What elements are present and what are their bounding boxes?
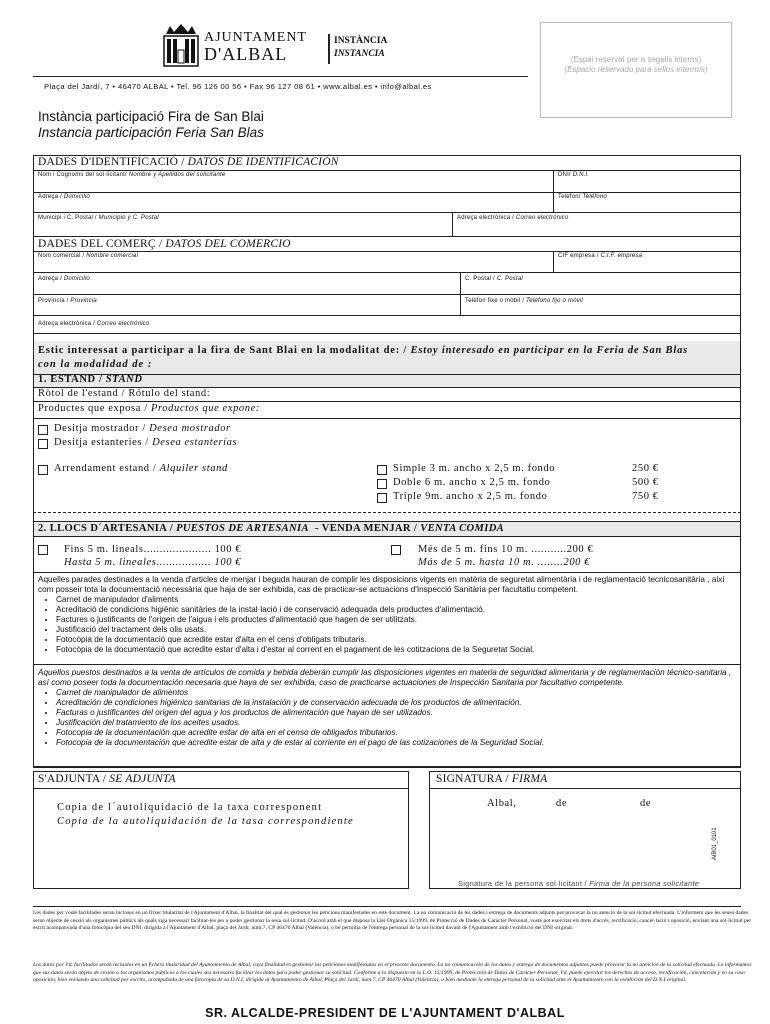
field-address[interactable]: Adreça / Domicilio — [38, 194, 90, 200]
field-email[interactable]: Adreça electrònica / Correo electrónico — [457, 215, 569, 221]
food-requirements-es — [38, 668, 738, 748]
org-name-line2: D'ALBAL — [204, 44, 288, 64]
mostrador-checkbox[interactable] — [38, 425, 48, 435]
field-postal-code[interactable]: C. Postal / C. Postal — [465, 276, 523, 282]
stand-rotul[interactable]: Ròtol de l'estand / Rótulo del stand: — [38, 388, 211, 399]
food-requirements-ca — [38, 575, 738, 655]
title-es: Instancia participación Feria San Blas — [38, 125, 264, 140]
estanteries-checkbox[interactable] — [38, 439, 48, 449]
header-divider — [328, 34, 330, 64]
requirement-item: • Justificación del tratamiento de los aceites usados. — [56, 718, 738, 728]
field-province[interactable]: Província / Provincia — [38, 298, 97, 304]
doc-type-es: INSTANCIA — [334, 49, 385, 59]
crafts-title: 2. LLOCS D´ARTESANIA / PUESTOS DE ARTESANIA - VENDA MENJAR / VENTA COMIDA — [38, 523, 505, 534]
legal-text-es: Los datos por Vd. facilitados serán incluidos en un fichero titularidad del Ayuntamiento de Albal, cuya finalidad es gestionar las peticiones manifestadas en el presente documento. La no comunicación de los datos y entrega de documentos adjuntos puede provocar la no atención de la solicitud efectuada. Le informamos que sus datos serán objeto de cesión a los organismos públicos a los cuales sea necesario facilitar los datos para poder gestionar su solicitud. Conforme a lo dispuesto en la L.O. 15/1999, de Protección de Datos de Carácter Personal, Vd. puede ejercitar los derechos de acceso, rectificación, cancelación y en su caso oposición, bien enviando una solicitud por escrito, acompañada de una fotocopia de su D.N.I, dirigida al Ayuntamiento de Albal, Plaça del Jardí, núm.7, CP 46470 Albal (Valencia), o bien mediante la entrega personal de la solicitud ante el Ayuntamiento con la exhibición del D.N.I original. — [33, 962, 752, 983]
field-commerce-email[interactable]: Adreça electrònica / Correo electrónico — [38, 321, 150, 327]
food-list-ca — [38, 595, 738, 655]
attached-line-ca: Copia de l´autoliquidació de la taxa corresponent — [57, 802, 323, 813]
stamp-label-es: (Espacio reservado para sellos internos) — [564, 65, 708, 74]
requirement-item: • Carnet de manipulador de alimentos — [56, 688, 738, 698]
crafts-small-ca: Fins 5 m. lineals..................... 100 € — [64, 544, 242, 555]
legal-text-ca: Les dades per vosté facilitades seran incloses en un fitxer titularitat de l'Ajuntament d'Albal, la finalitat del qual és gestionar les peticions manifestades en este document. La no comunicació de les dades i entrega de documents adjunts pot provocar la no atenció de la sol·licitud efectuada. L'informem que les seues dades seran objecte de cessió als organismes públics als quals siga necessari facilitar-les per a poder gestionar la seua sol·licitud. D'acord amb el que disposa la Llei Orgànica 15/1999, de Protecció de Dades de Caràcter Personal, vosté pot exercitar els drets d'accés, rectificació, cancel·lació i oposició, enviant una sol·licitud per escrit acompanyada d'una fotocòpia del seu DNI, dirigida a l'Ajuntament d'Albal, plaça del Jardí, núm.7, CP 46470 Albal (València), o bé permitja de l'entrega personal de la sol·licitud davant de l'Ajuntament amb l'exhibició del DNI original. — [33, 910, 752, 931]
doc-type-ca: INSTÀNCIA — [334, 36, 388, 46]
requirement-item: • Fotocòpia de la documentació que acredite estar d'alta en el cens d'obligats tributaris. — [56, 635, 738, 645]
stamp-label-ca: (Espai reservat per a segells interns) — [570, 55, 702, 64]
stand-simple-label: Simple 3 m. ancho x 2,5 m. fondo — [393, 463, 556, 474]
interest-line1: Estic interessat a participar a la fira de Sant Blai en la modalitat de: / Estoy interesado en participar en la Feria de San Blas — [38, 345, 689, 356]
addressee: SR. ALCALDE-PRESIDENT DE L'AJUNTAMENT D'ALBAL — [205, 1006, 565, 1020]
field-commercial-name[interactable]: Nom comercial / Nombre comercial — [38, 253, 139, 259]
food-list-es — [38, 688, 738, 748]
stand-title: 1. ESTAND / STAND — [38, 374, 143, 385]
signature-de2: de — [640, 798, 652, 809]
address-rule — [33, 76, 528, 77]
crafts-large-ca: Més de 5 m. fins 10 m. ...........200 € — [418, 544, 594, 555]
stand-triple-price: 750 € — [632, 491, 659, 502]
lloguer-label: Arrendament estand / Alquiler stand — [54, 463, 228, 474]
coat-of-arms-icon — [162, 22, 200, 68]
field-name[interactable]: Nom i Cognoms del sol·licitant/ Nombre y Apellidos del solicitante — [38, 172, 226, 178]
stand-simple-checkbox[interactable] — [377, 465, 387, 475]
signature-caption: Signatura de la persona sol·licitant / Firma de la persona solicitante — [458, 879, 700, 888]
interest-line2: con la modalidad de : — [38, 359, 153, 370]
crafts-large-es: Más de 5 m. hasta 10 m. ........200 € — [418, 557, 591, 568]
stand-simple-price: 250 € — [632, 463, 659, 474]
requirement-item: • Carnet de manipulador d'aliments — [56, 595, 738, 605]
requirement-item: • Facturas o justificantes del origen del agua y los productos de alimentación que hayan de ser utilizados. — [56, 708, 738, 718]
lloguer-checkbox[interactable] — [38, 465, 48, 475]
crafts-large-checkbox[interactable] — [391, 545, 401, 555]
crafts-small-es: Hasta 5 m. lineales................. 100 € — [64, 557, 242, 568]
crafts-small-checkbox[interactable] — [38, 545, 48, 555]
requirement-item: • Fotocopia de la documentación que acredite estar de alta en el censo de obligados tributarios. — [56, 728, 738, 738]
field-dni[interactable]: DNI/ D.N.I. — [558, 172, 590, 178]
logo — [162, 22, 200, 68]
stamp-area — [540, 22, 732, 118]
field-commerce-phone[interactable]: Telèfon fixe o mòbil / Teléfono fijo o móvil — [465, 298, 583, 304]
signature-title: SIGNATURA / FIRMA — [436, 773, 548, 785]
signature-place: Albal, — [487, 798, 517, 809]
field-cif[interactable]: CIF empresa / C.I.F. empresa — [558, 253, 643, 259]
food-intro-es: Aquellos puestos destinados a la venta de artículos de comida y bebida deberán cumplir las disposiciones vigentes en materia de seguridad alimentaria y de reglamentación técnico-sanitaria , así como poseer toda la documentación necesaria que haya de ser exhibida, caso de practicarse actuaciones de Inspección Sanitaria por facultativo competente. — [38, 668, 732, 687]
field-commerce-address[interactable]: Adreça / Domicilio — [38, 276, 90, 282]
mostrador-label: Desitja mostrador / Desea mostrador — [54, 423, 231, 434]
org-name-line1: AJUNTAMENT — [204, 30, 307, 45]
field-phone[interactable]: Telèfon/ Teléfono — [558, 194, 607, 200]
requirement-item: • Fotocòpia de la documentació que acredite estar d'alta i d'estar al corrent en el pagament de les cotitzacions de la Seguretat Social. — [56, 645, 738, 655]
estanteries-label: Desitja estanteries / Desea estanterías — [54, 437, 238, 448]
attached-line-es: Copia de la autoliquidación de la tasa correspondiente — [57, 816, 354, 827]
address-line: Plaça del Jardí, 7 • 46470 ALBAL • Tel. 96 126 00 56 • Fax 96 127 08 61 • www.albal.es • info@albal.es — [44, 82, 432, 91]
requirement-item: • Acreditación de condiciones higiénico sanitarias de la instalación y de conservación adecuada de los productos de alimentación. — [56, 698, 738, 708]
title-ca: Instància participació Fira de San Blai — [38, 109, 264, 124]
stand-products[interactable]: Productes que exposa / Productos que expone: — [38, 403, 260, 414]
food-intro-ca: Aquelles parades destinades a la venda d'articles de menjar i beguda hauran de complir les disposicions vigents en matèria de seguretat alimentària i de reglamentació tecnicosanitària , així com posseir tota la documentació necessària que haja de ser exhibida, cas de practicar-se actuacions d'Inspecció Sanitària per facultatiu competent. — [38, 575, 725, 594]
commerce-title: DADES DEL COMERÇ / DATOS DEL COMERCIO — [38, 238, 291, 250]
field-city[interactable]: Municipi i C. Postal / Municipio y C. Postal — [38, 215, 159, 221]
requirement-item: • Justificació del tractament dels olis usats. — [56, 625, 738, 635]
requirement-item: • Fotocopia de la documentación que acredite estar de alta y de estar al corriente en el pago de las cotizaciones de la Seguridad Social. — [56, 738, 738, 748]
attached-title: S'ADJUNTA / SE ADJUNTA — [38, 773, 176, 785]
stand-doble-checkbox[interactable] — [377, 479, 387, 489]
stand-triple-label: Triple 9m. ancho x 2,5 m. fondo — [393, 491, 548, 502]
signature-de1: de — [556, 798, 568, 809]
requirement-item: • Factures o justificants de l'origen de l'aigua i els productes d'alimentació que hagen de ser utilitzats. — [56, 615, 738, 625]
ident-title: DADES D'IDENTIFICACIÓ / DATOS DE IDENTIFICACIÓN — [38, 156, 339, 168]
stand-doble-price: 500 € — [632, 477, 659, 488]
form-code: AlB01_0101 — [712, 827, 718, 860]
stand-triple-checkbox[interactable] — [377, 493, 387, 503]
stand-doble-label: Doble 6 m. ancho x 2,5 m. fondo — [393, 477, 551, 488]
requirement-item: • Acreditació de condicions higiènic sanitàries de la instal·lació i de conservació adequada dels productes d'alimentació. — [56, 605, 738, 615]
